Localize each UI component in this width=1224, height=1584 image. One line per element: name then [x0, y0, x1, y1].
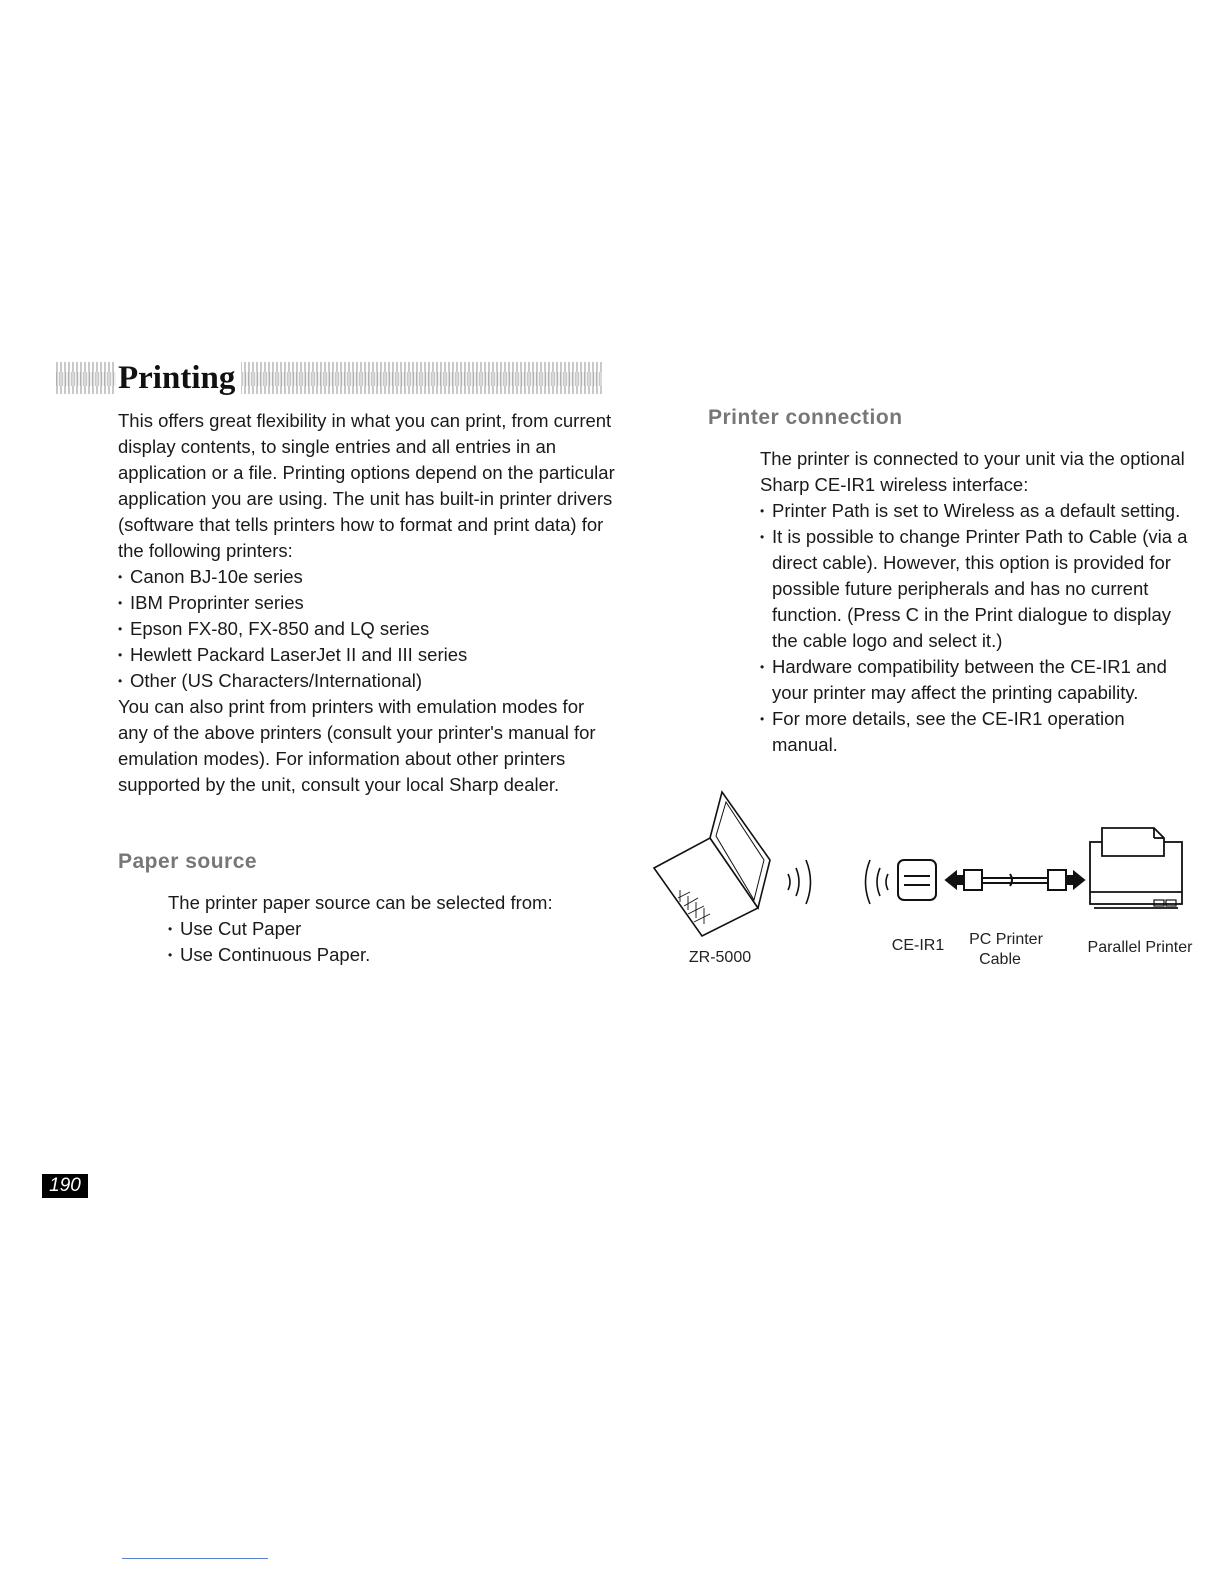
intro-section [118, 408, 618, 798]
list-item: • Printer Path is set to Wireless as a default setting. [760, 498, 1192, 524]
intro-paragraph: This offers great flexibility in what you can print, from current display contents, to single entries and all entries in an application or a file. Printing options depend on the particular application you are using. The unit has built-in printer drivers (software that tells printers how to format and print data) for the following printers: [118, 410, 615, 561]
connection-diagram [650, 790, 1210, 980]
footer-rule [122, 1558, 268, 1559]
page-title: Printing [116, 358, 241, 398]
list-item: • Use Cut Paper [168, 916, 608, 942]
connection-diagram-art [650, 790, 1210, 940]
zr5000-device-icon [654, 792, 770, 936]
pc-printer-cable-icon [946, 870, 1084, 890]
printer-label: Parallel Printer [1087, 939, 1193, 956]
list-item: • Hardware compatibility between the CE-IR1 and your printer may affect the printing capability. [760, 654, 1192, 706]
paper-source-lead: The printer paper source can be selected from: [168, 892, 553, 913]
intro-closing: You can also print from printers with emulation modes for any of the above printers (consult your printer's manual for emulation modes). For information about other printers supported by the unit, consult your local Sharp dealer. [118, 696, 596, 795]
list-item: • IBM Proprinter series [118, 590, 618, 616]
cable-label-line2: Cable [979, 951, 1021, 968]
list-item: • It is possible to change Printer Path to Cable (via a direct cable). However, this option is provided for possible future peripherals and has no current function. (Press C in the Print dialogue to display the cable logo and select it.) [760, 524, 1192, 654]
device-label: ZR-5000 [688, 949, 752, 966]
paper-source-options [168, 916, 608, 968]
list-item: • Canon BJ-10e series [118, 564, 618, 590]
page-number: 190 [42, 1174, 88, 1198]
list-item: • Use Continuous Paper. [168, 942, 608, 968]
printer-connection-points [760, 498, 1192, 758]
ce-ir1-interface-icon [898, 860, 936, 900]
printer-connection-lead: The printer is connected to your unit via the optional Sharp CE-IR1 wireless interface: [760, 448, 1185, 495]
parallel-printer-icon [1090, 828, 1182, 908]
printer-list [118, 564, 618, 694]
printer-connection-heading: Printer connection [708, 406, 903, 429]
paper-source-section [168, 890, 608, 968]
list-item: • For more details, see the CE-IR1 operation manual. [760, 706, 1192, 758]
list-item: • Hewlett Packard LaserJet II and III series [118, 642, 618, 668]
paper-source-heading: Paper source [118, 850, 258, 873]
infrared-waves-icon [788, 860, 888, 904]
cable-label-line1: PC Printer [969, 931, 1043, 948]
list-item: • Other (US Characters/International) [118, 668, 618, 694]
list-item: • Epson FX-80, FX-850 and LQ series [118, 616, 618, 642]
printer-connection-section [760, 446, 1192, 758]
interface-label: CE-IR1 [891, 937, 945, 954]
